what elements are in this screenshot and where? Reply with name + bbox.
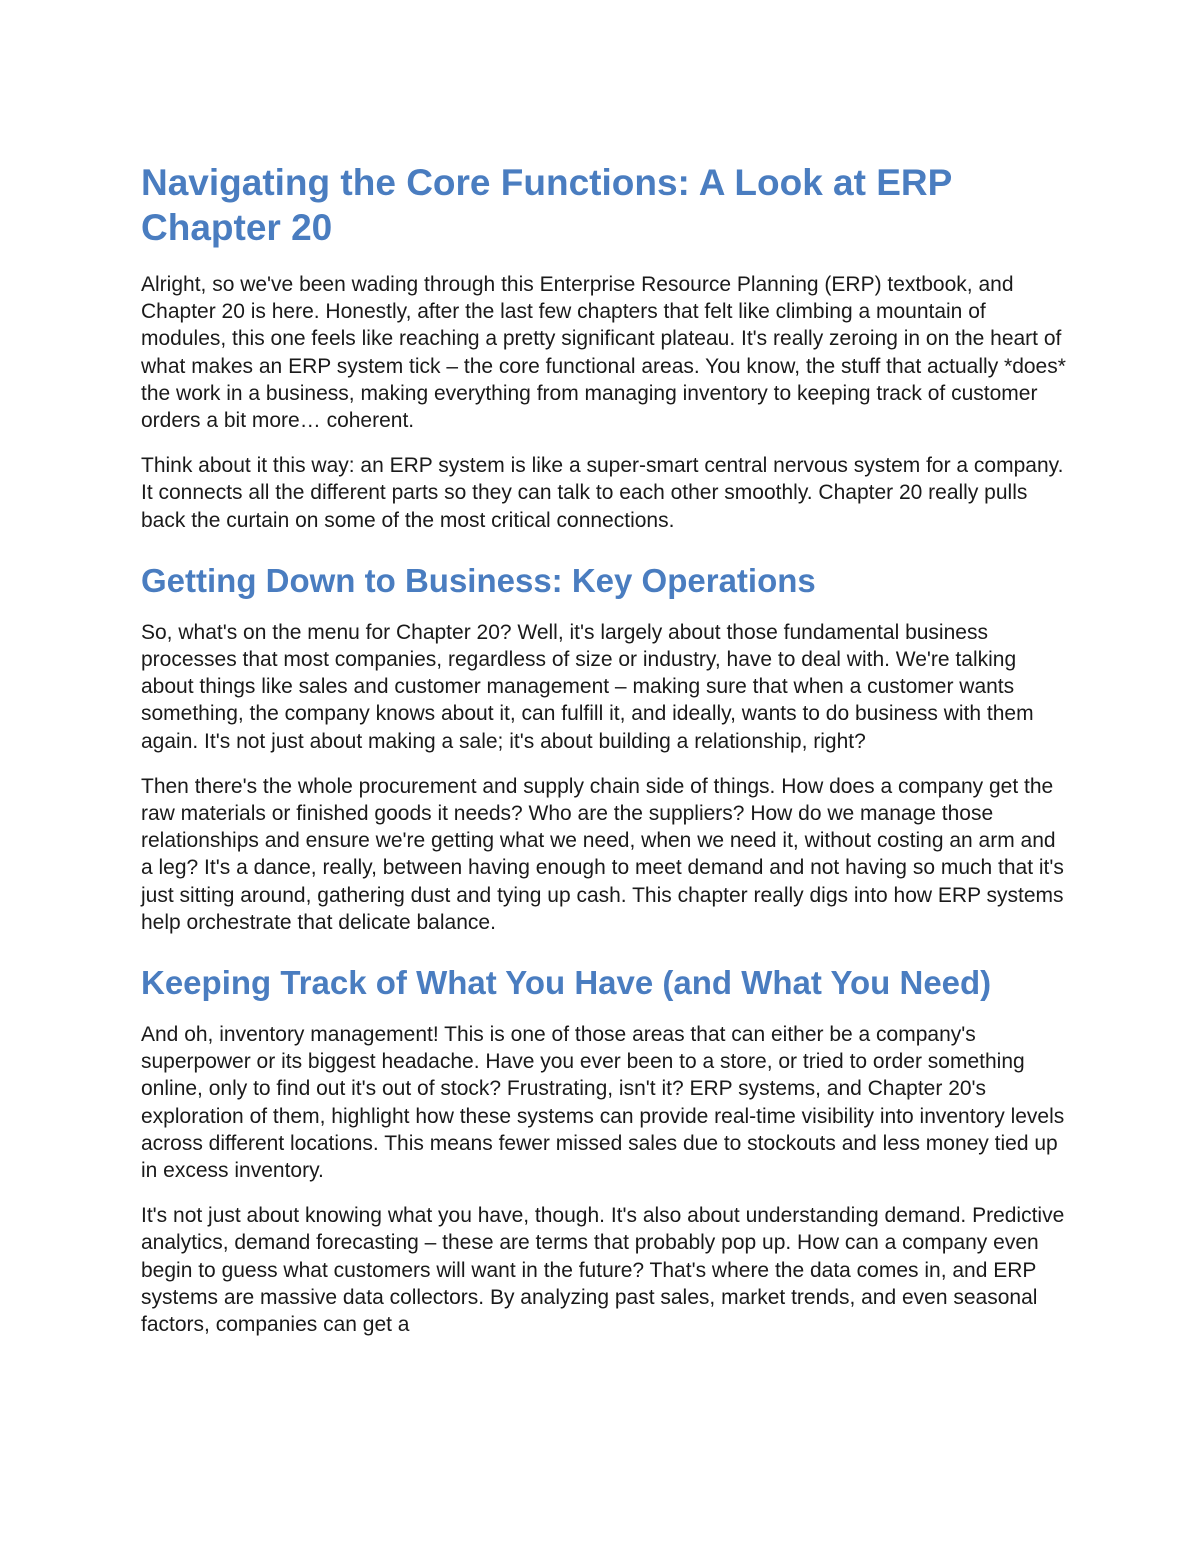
section-heading-key-operations: Getting Down to Business: Key Operations xyxy=(141,561,816,599)
section-paragraph: Then there's the whole procurement and supply chain side of things. How does a company get the raw materials or finished goods it needs? Who are the suppliers? How do we manage those relationships and ensure we're getting what we need, when we need it, without costing an arm and a leg? It's a dance, really, between having enough to meet demand and not having so much that it's just sitting around, gathering dust and tying up cash. This chapter really digs into how ERP systems help orchestrate that delicate balance. xyxy=(141,774,1064,934)
section-heading-inventory: Keeping Track of What You Have (and What You Need) xyxy=(141,964,992,1002)
intro-paragraph: Alright, so we've been wading through this Enterprise Resource Planning (ERP) textbook, and Chapter 20 is here. Honestly, after the last few chapters that felt like climbing a mountain of modules, this one feels like reaching a pretty significant plateau. It's really zeroing in on the heart of what makes an ERP system tick – the core functional areas. You know, the stuff that actually *does* the work in a business, making everything from managing inventory to keeping track of customer orders a bit more… coherent. xyxy=(141,273,1066,433)
section-paragraph: It's not just about knowing what you have, though. It's also about understanding demand. Predictive analytics, demand forecasting – these are terms that probably pop up. How can a company even begin to guess what customers will want in the future? That's where the data comes in, and ERP systems are massive data collectors. By analyzing past sales, market trends, and even seasonal factors, companies can get a xyxy=(141,1204,1065,1337)
section-paragraph: And oh, inventory management! This is one of those areas that can either be a company's superpower or its biggest headache. Have you ever been to a store, or tried to order something online, only to find out it's out of stock? Frustrating, isn't it? ERP systems, and Chapter 20's exploration of them, highlight how these systems can provide real-time visibility into inventory levels across different locations. This means fewer missed sales due to stockouts and less money tied up in excess inventory. xyxy=(141,1023,1065,1183)
document-body xyxy=(141,160,1066,1356)
intro-paragraph: Think about it this way: an ERP system is like a super-smart central nervous system for a company. It connects all the different parts so they can talk to each other smoothly. Chapter 20 really pulls back the curtain on some of the most critical connections. xyxy=(141,454,1064,532)
document-title: Navigating the Core Functions: A Look at ERP Chapter 20 xyxy=(141,162,952,248)
section-paragraph: So, what's on the menu for Chapter 20? Well, it's largely about those fundamental business processes that most companies, regardless of size or industry, have to deal with. We're talking about things like sales and customer management – making sure that when a customer wants something, the company knows about it, can fulfill it, and ideally, wants to do business with them again. It's not just about making a sale; it's about building a relationship, right? xyxy=(141,620,1034,753)
